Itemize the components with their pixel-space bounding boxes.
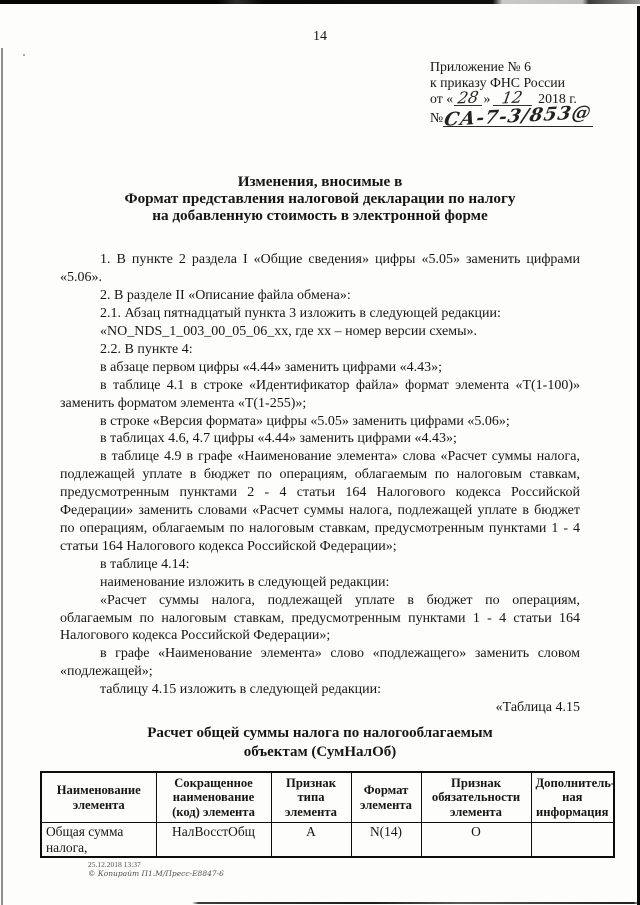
- table-caption-line2: объектам (СумНалОб): [243, 743, 397, 760]
- appendix-date-month-underline: [493, 87, 531, 108]
- appendix-number-line: [430, 102, 594, 132]
- appendix-date-close: »: [483, 90, 491, 106]
- appendix-block: [430, 59, 594, 132]
- scan-artifact-top-edge: [0, 0, 640, 4]
- appendix-date-prefix: от «: [430, 90, 454, 106]
- paragraph-12: наименование изложить в следующей редакции:: [100, 574, 390, 590]
- col-header-short-name: Сокращенное наименование (код) элемента: [156, 772, 271, 823]
- paragraph-2: 2. В разделе II «Описание файла обмена»:: [100, 288, 351, 304]
- paragraph-8: в строке «Версия формата» цифры «5.05» заменить цифрами «5.06»;: [100, 413, 510, 429]
- document-title-line2: Формат представления налоговой декларации по налогу: [124, 190, 516, 208]
- print-stamp-timestamp: 25.12.2018 13:37: [88, 860, 141, 869]
- paragraph-7: в таблице 4.1 в строке «Идентификатор файла» формат элемента «Т(1-100)» заменить форматом элемента «Т(1-255)»;: [60, 377, 580, 411]
- appendix-date-day-underline: [454, 87, 482, 108]
- paragraph-6: в абзаце первом цифры «4.44» заменить цифрами «4.43»;: [100, 359, 442, 375]
- appendix-number-prefix: №: [430, 110, 444, 126]
- paragraph-14: в графе «Наименование элемента» слово «подлежащего» заменить словом «подлежащей»;: [60, 646, 580, 680]
- col-header-element-format: Формат элемента: [351, 772, 421, 823]
- print-stamp-source: © Копирайт П1.М/Пресс-Е8847-6: [88, 869, 224, 878]
- appendix-number-underline: [442, 102, 594, 132]
- appendix-date-suffix: 2018 г.: [538, 90, 577, 106]
- print-stamp: [88, 860, 224, 878]
- scan-artifact-left-edge: [1, 48, 3, 905]
- col-header-type-attribute: Признак типа элемента: [271, 772, 351, 823]
- cell-additional-info: [531, 823, 614, 858]
- table-row: [41, 823, 614, 858]
- col-header-mandatory-attribute: Признак обязательности элемента: [421, 772, 531, 823]
- format-elements-table: [40, 771, 615, 859]
- page-number: 14: [313, 29, 327, 44]
- table-number-label: «Таблица 4.15: [495, 700, 580, 716]
- paragraph-15: таблицу 4.15 изложить в следующей редакции:: [100, 682, 382, 698]
- page-content: [46, 29, 616, 858]
- table-caption: [60, 724, 580, 762]
- scan-artifact-bottom-edge: [0, 902, 640, 904]
- paragraph-1: 1. В пункте 2 раздела I «Общие сведения» цифры «5.05» заменить цифрами «5.06».: [60, 252, 580, 286]
- document-title-line1: Изменения, вносимые в: [237, 173, 403, 191]
- handwritten-order-number: СА-7-3/853@: [442, 102, 594, 132]
- document-title-line3: на добавленную стоимость в электронной форме: [152, 207, 488, 225]
- cell-short-name: НалВосстОбщ: [156, 823, 271, 858]
- table-header-row: [41, 772, 614, 823]
- handwritten-day: 28: [456, 87, 481, 108]
- paragraph-10: в таблице 4.9 в графе «Наименование элемента» слова «Расчет суммы налога, подлежащей уплате в бюджет по операциям, облагаемым по налоговым ставкам, предусмотренным пунктами 2 - 4 статьи 164 Налогового кодекса Российской Федерации» заменить словами «Расчет суммы налога, подлежащей уплате в бюджет по операциям, облагаемым по налоговым ставкам, предусмотренным пунктами 1 - 4 статьи 164 Налогового кодекса Российской Федерации»;: [60, 449, 580, 554]
- body-text: [60, 251, 580, 699]
- document-title: [60, 173, 580, 224]
- paragraph-9: в таблицах 4.6, 4.7 цифры «4.44» заменить цифрами «4.43»;: [100, 431, 457, 447]
- paragraph-5: 2.2. В пункте 4:: [100, 341, 193, 357]
- appendix-line2: к приказу ФНС России: [430, 74, 566, 90]
- paragraph-3: 2.1. Абзац пятнадцатый пункта 3 изложить в следующей редакции:: [100, 306, 501, 322]
- paragraph-11: в таблице 4.14:: [100, 556, 190, 572]
- paragraph-13: «Расчет суммы налога, подлежащей уплате в бюджет по операциям, облагаемым по налоговым ставкам, предусмотренным пунктами 1 - 4 статьи 164 Налогового кодекса Российской Федерации»;: [60, 592, 580, 644]
- paragraph-4: «NO_NDS_1_003_00_05_06_xx, где xx – номер версии схемы».: [100, 324, 478, 340]
- cell-element-name: Общая сумма налога,: [41, 823, 156, 858]
- table-caption-line1: Расчет общей суммы налога по налогооблагаемым: [147, 724, 493, 741]
- cell-element-format: N(14): [351, 823, 421, 858]
- col-header-additional-info: Дополнитель-ная информация: [531, 772, 614, 823]
- handwritten-month: 12: [500, 87, 525, 108]
- cell-type-attribute: А: [271, 823, 351, 858]
- appendix-line1: Приложение № 6: [430, 59, 532, 74]
- col-header-element-name: Наименование элемента: [41, 772, 156, 823]
- scan-artifact-speck: [23, 54, 25, 56]
- cell-mandatory-attribute: О: [421, 823, 531, 858]
